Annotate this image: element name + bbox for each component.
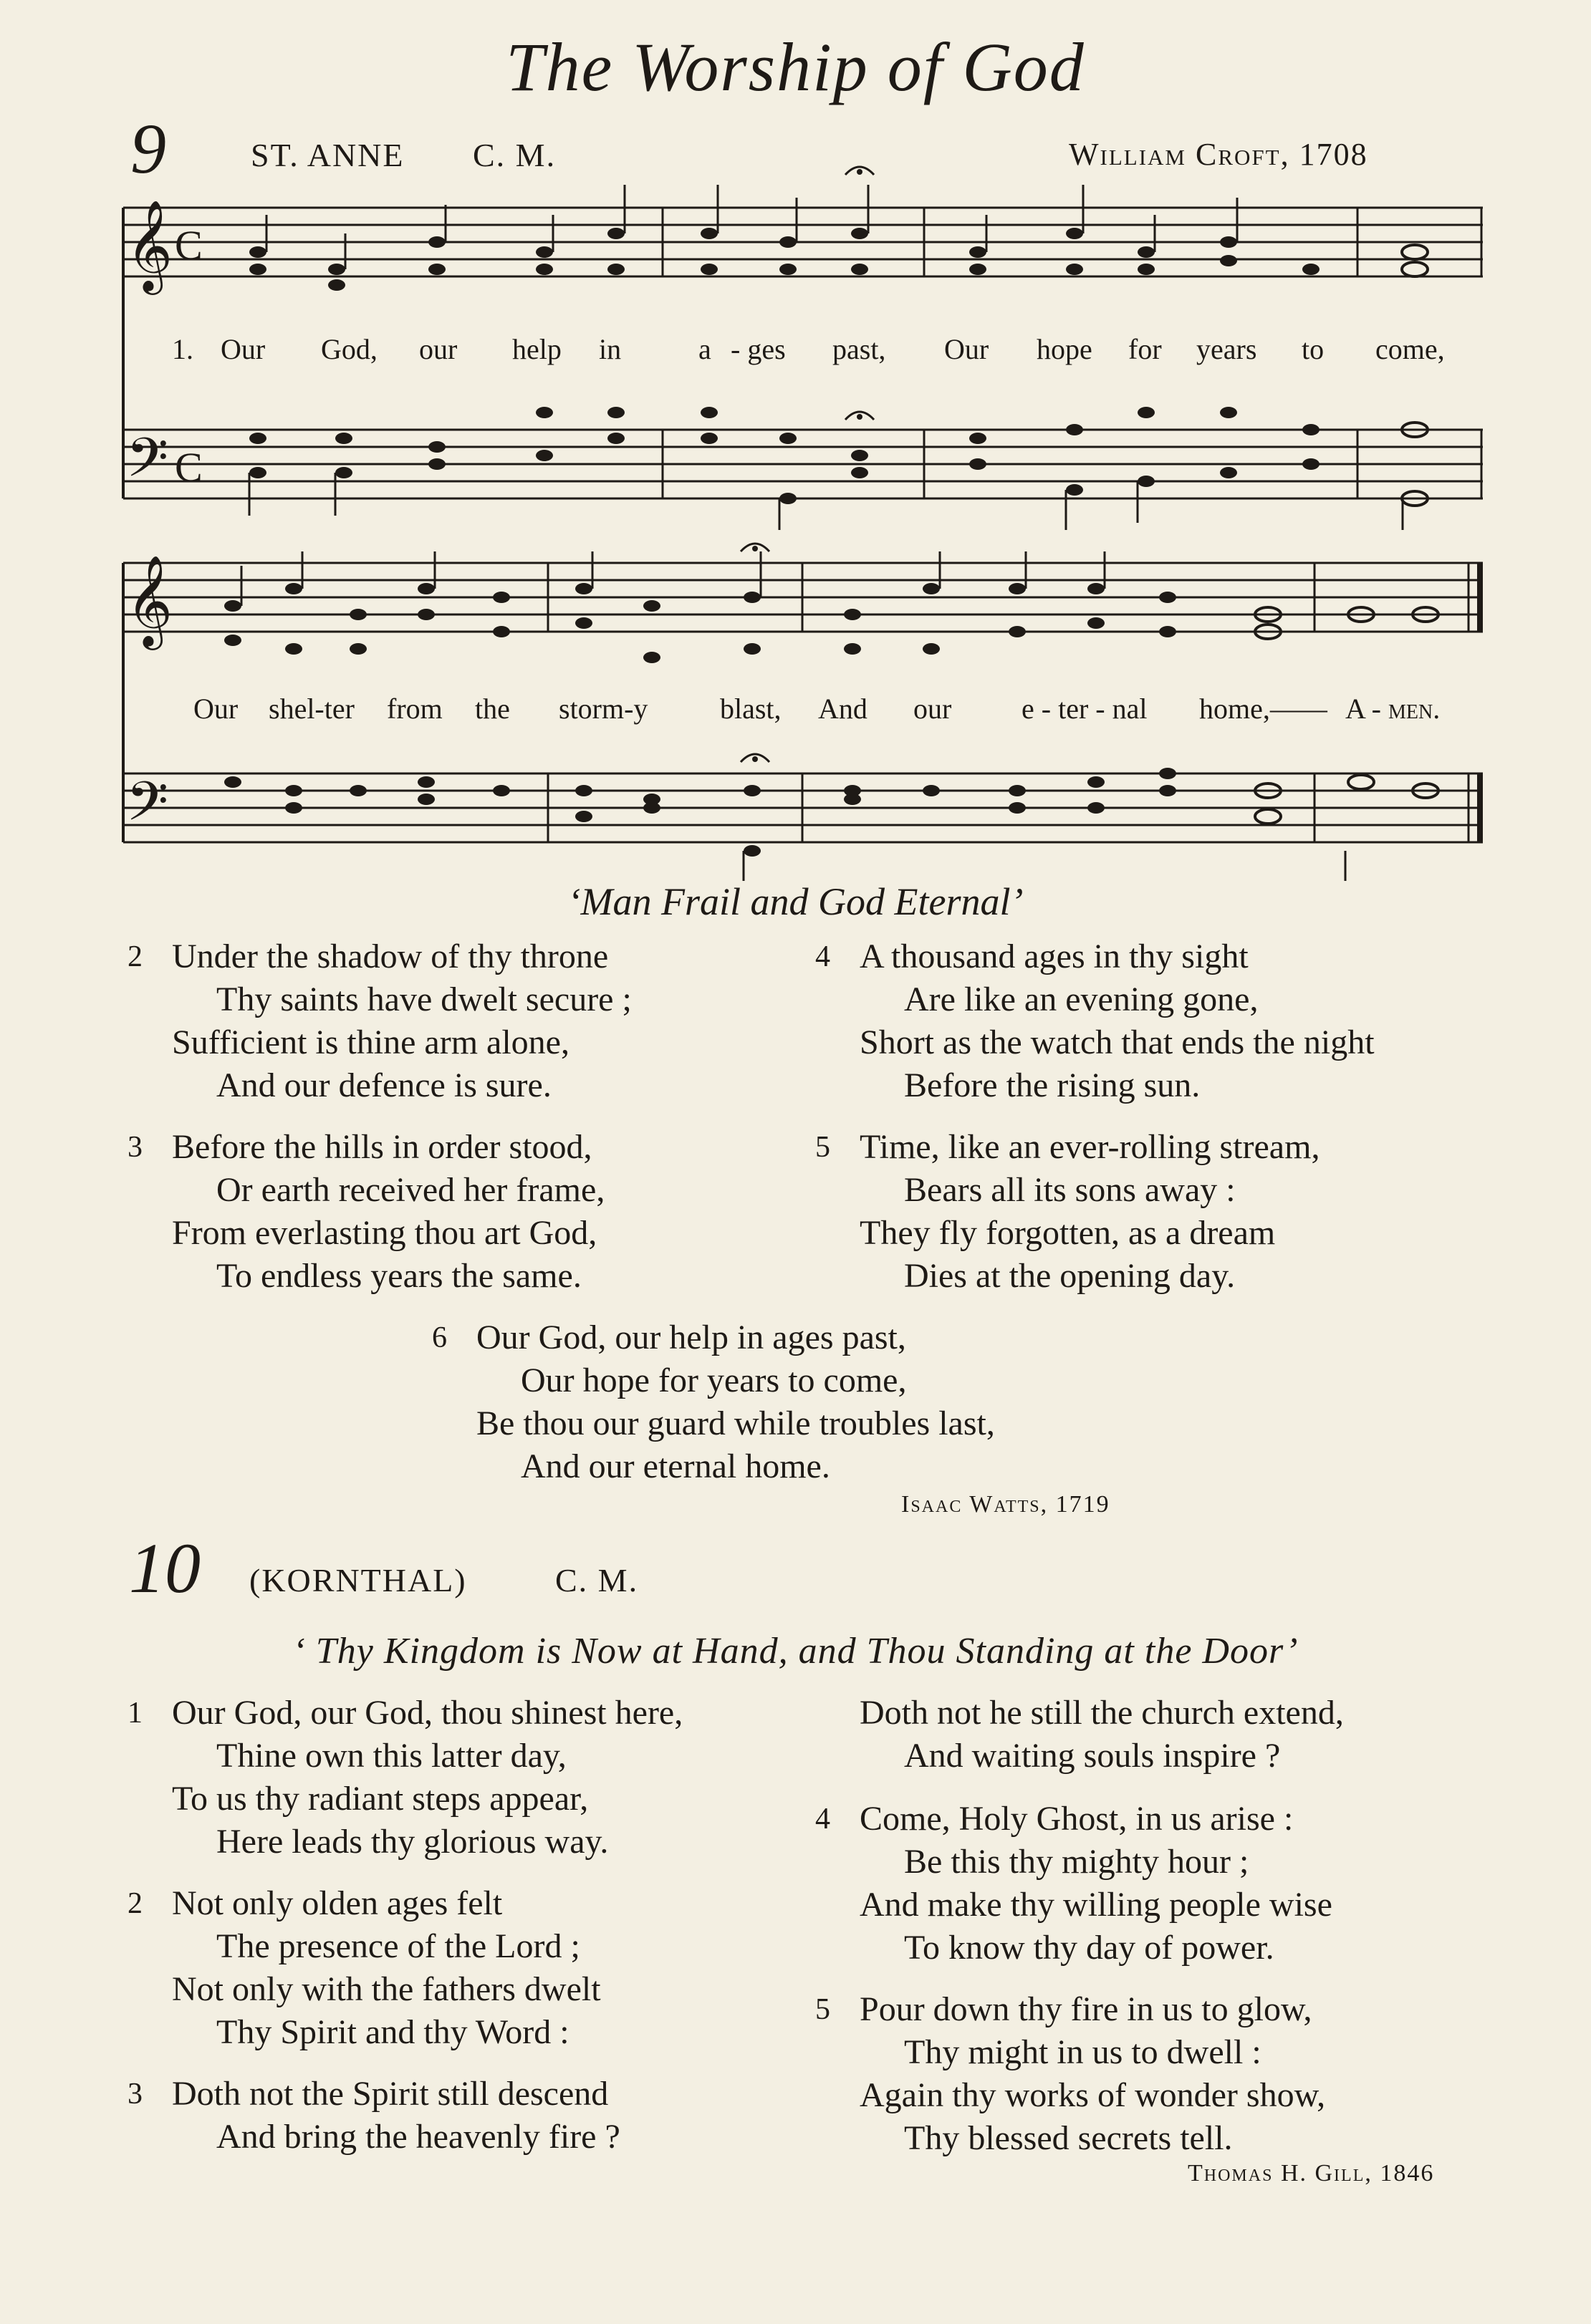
hymn-10-subtitle: ‘ Thy Kingdom is Now at Hand, and Thou Standing at the Door’: [292, 1631, 1299, 1672]
bass-clef-icon: 𝄢: [126, 426, 169, 503]
hymn-10-stanza-2: 2 Not only olden ages felt The presence of the Lord ; Not only with the fathers dwelt Thy Spirit and thy Word :: [128, 1884, 601, 2051]
hymnal-page: The Worship of God 9 ST. ANNE C. M. William Croft, 1708 𝄞 𝄢 𝄞 𝄢 C C 1. Our God, our help in a - ges past, Our hope for years to come, Our shel-ter from the storm-y blast, And our e - ter - nal home,—— A - men. ‘Man Frail and God Eternal’ 2 Under the shadow of thy throne Thy saints have dwelt secure ; Sufficient is thine arm alone, And our defence is sure. 3 Before the hills in order stood, Or earth received her frame, From everlasting thou art God, To endless years the same. 4 A thousand ages in thy sight Are like an evening gone, Short as the watch that ends the night Before the rising sun. 5 Time, like an ever-rolling stream, Bears all its sons away : They fly forgotten, as a dream Dies at the opening day. 6 Our God, our help in ages past, Our hope for years to come, Be thou our guard while troubles last, And our eternal home. Isaac Watts, 1719 10 (KORNTHAL) C. M. ‘ Thy Kingdom is Now at Hand, and Thou Standing at the Door’ 1 Our God, our God, thou shinest here, Thine own this latter day, To us thy radiant steps appear, Here leads thy glorious way. 2 Not only olden ages felt The presence of the Lord ; Not only with the fathers dwelt Thy Spirit and thy Word : 3 Doth not the Spirit still descend And bring the heavenly fire ? Doth not he still the church extend, And waiting souls inspire ? 4 Come, Holy Ghost, in us arise : Be this thy mighty hour ; And make thy willing people wise To know thy day of power. 5 Pour down thy fire in us to glow, Thy might in us to dwell : Again thy works of wonder show, Thy blessed secrets tell. Thomas H. Gill, 1846: [0, 0, 1591, 2324]
hymn-10-meter: C. M.: [555, 1562, 639, 1599]
hymn-9-number: 9: [130, 109, 166, 188]
hymn-9-subtitle: ‘Man Frail and God Eternal’: [567, 880, 1024, 923]
hymn-9-meter: C. M.: [473, 137, 557, 173]
hymn-10-author: Thomas H. Gill, 1846: [1188, 2160, 1435, 2186]
system-1-treble-staff: [123, 208, 1483, 276]
hymn-9-author: Isaac Watts, 1719: [901, 1491, 1110, 1518]
hymn-9-stanza-3: 3 Before the hills in order stood, Or earth received her frame, From everlasting thou art God, To endless years the same.: [128, 1128, 605, 1295]
treble-clef-icon: 𝄞: [126, 199, 173, 291]
hymn-10-stanza-5: 5 Pour down thy fire in us to glow, Thy might in us to dwell : Again thy works of wonder show, Thy blessed secrets tell.: [815, 1990, 1326, 2157]
hymn-10-number: 10: [129, 1528, 201, 1608]
svg-text:C: C: [175, 444, 203, 491]
hymn-10-stanza-3: 3 Doth not the Spirit still descend And bring the heavenly fire ?: [128, 2075, 620, 2156]
hymn-10-stanza-1: 1 Our God, our God, thou shinest here, Thine own this latter day, To us thy radiant steps appear, Here leads thy glorious way.: [128, 1694, 683, 1861]
hymn-10-tune: (KORNTHAL): [249, 1562, 467, 1599]
hymn-10-stanza-3-continued: Doth not he still the church extend, And waiting souls inspire ?: [860, 1694, 1344, 1775]
hymn-10-stanza-4: 4 Come, Holy Ghost, in us arise : Be this thy mighty hour ; And make thy willing people wise To know thy day of power.: [815, 1800, 1332, 1967]
page-title: The Worship of God: [506, 29, 1085, 105]
hymn-9-stanza-6: 6 Our God, our help in ages past, Our hope for years to come, Be thou our guard while troubles last, And our eternal home.: [432, 1318, 995, 1485]
svg-text:C: C: [175, 222, 203, 269]
hymn-9-stanza-4: 4 A thousand ages in thy sight Are like an evening gone, Short as the watch that ends the night Before the rising sun.: [815, 937, 1375, 1104]
treble-clef-icon: 𝄞: [126, 554, 173, 646]
hymn-9-tune: ST. ANNE: [251, 137, 405, 173]
hymn-9-stanza-5: 5 Time, like an ever-rolling stream, Bears all its sons away : They fly forgotten, as a dream Dies at the opening day.: [815, 1128, 1320, 1295]
hymn-9-composer: William Croft, 1708: [1069, 137, 1368, 172]
hymn-9-stanza-2: 2 Under the shadow of thy throne Thy saints have dwelt secure ; Sufficient is thine arm alone, And our defence is sure.: [128, 937, 632, 1104]
system-1-bass-staff: [123, 430, 1483, 498]
bass-clef-icon: 𝄢: [126, 770, 169, 847]
